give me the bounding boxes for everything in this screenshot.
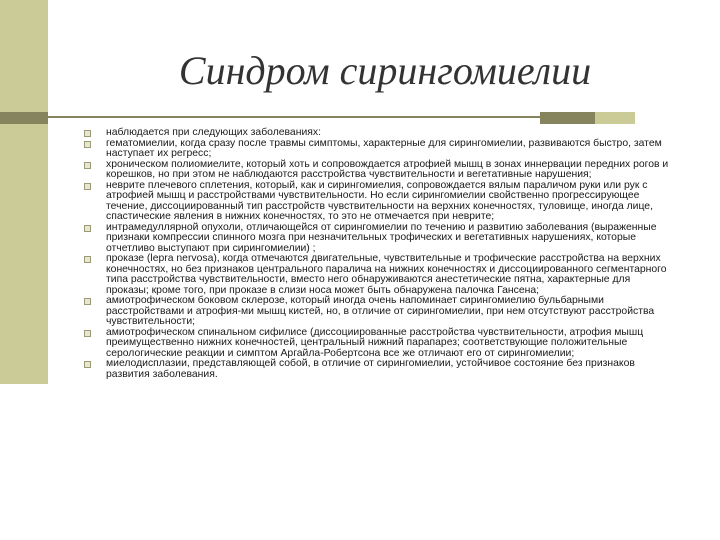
bullet-text: интрамедуллярной опухоли, отличающейся от сирингомиелии по течению и развитию заболевания (выраженные признаки компрессии спинного мозга при незначительных трофических и вегетативных нарушениях, которые отчетливо выступают при сирингомиелии) ; (106, 221, 657, 254)
bullet-text: миелодисплазии, представляющей собой, в отличие от сирингомиелии, устойчивое состояние без признаков развития заболевания. (106, 358, 635, 380)
square-bullet-icon (84, 225, 91, 232)
bullet-text: хроническом полиомиелите, который хоть и сопровождается атрофией мышц в зонах иннервации передних рогов и корешков, но при этом не наблюдаются расстройства чувствительности и вегетативные нарушения; (106, 158, 669, 180)
square-bullet-icon (84, 361, 91, 368)
bullet-item (84, 254, 674, 296)
square-bullet-icon (84, 183, 91, 190)
bullet-item (84, 139, 674, 160)
left-accent-bar (0, 0, 48, 384)
square-bullet-icon (84, 330, 91, 337)
bullet-text: амиотрофическом спинальном сифилисе (диссоциированные расстройства чувствительности, атрофия мышц преимущественно нижних конечностей, центральный нижний парапарез; соответствующие положительные серологические реакции и симптом Аргайла-Робертсона все же отличают его от сирингомиелии; (106, 326, 644, 359)
square-bullet-icon (84, 141, 91, 148)
bullet-item (84, 181, 674, 223)
bullet-item (84, 296, 674, 328)
bullet-text: гематомиелии, когда сразу после травмы симптомы, характерные для сирингомиелии, развиваются быстро, затем наступает их регресс; (106, 137, 662, 159)
bullet-text: наблюдается при следующих заболеваниях: (106, 127, 321, 138)
bullet-text: неврите плечевого сплетения, который, как и сирингомиелия, сопровождается вялым параличом руки или рук с атрофией мышц и расстройствами чувствительности. Но если сирингомиелии свойственно прогрессирующее течение, диссоциированный тип расстройств чувствительности на верхних конечностях, туловище, иногда лице, спастические явления в нижних конечностях, то это не отмечается при неврите; (106, 179, 653, 222)
bullet-item (84, 328, 674, 360)
slide-title: Синдром сирингомиелии (178, 48, 592, 93)
title-rule-right-light-block (595, 112, 635, 124)
bullet-text: проказе (lepra nervosa), когда отмечаются двигательные, чувствительные и трофические расстройства на верхних конечностях, но без признаков центрального паралича на нижних конечностях и диссоциированного сегментарного типа расстройства чувствительности, вместо него обнаруживаются анестетические пятна, характерные для проказы; кроме того, при проказе в слизи носа может быть обнаружена палочка Гансена; (106, 253, 667, 296)
bullet-item (84, 160, 674, 181)
square-bullet-icon (84, 130, 91, 137)
title-rule-line (48, 116, 540, 118)
bullet-item (84, 223, 674, 255)
square-bullet-icon (84, 162, 91, 169)
bullet-list (84, 128, 674, 380)
square-bullet-icon (84, 298, 91, 305)
square-bullet-icon (84, 256, 91, 263)
title-rule-left-block (0, 112, 48, 124)
bullet-item (84, 359, 674, 380)
title-rule-right-dark-block (540, 112, 595, 124)
bullet-text: амиотрофическом боковом склерозе, который иногда очень напоминает сирингомиелию бульбарными расстройствами и атрофия-ми мышц кистей, но, в отличие от сирингомиелии, при нем отсутствуют расстройства чувствительности; (106, 295, 655, 327)
